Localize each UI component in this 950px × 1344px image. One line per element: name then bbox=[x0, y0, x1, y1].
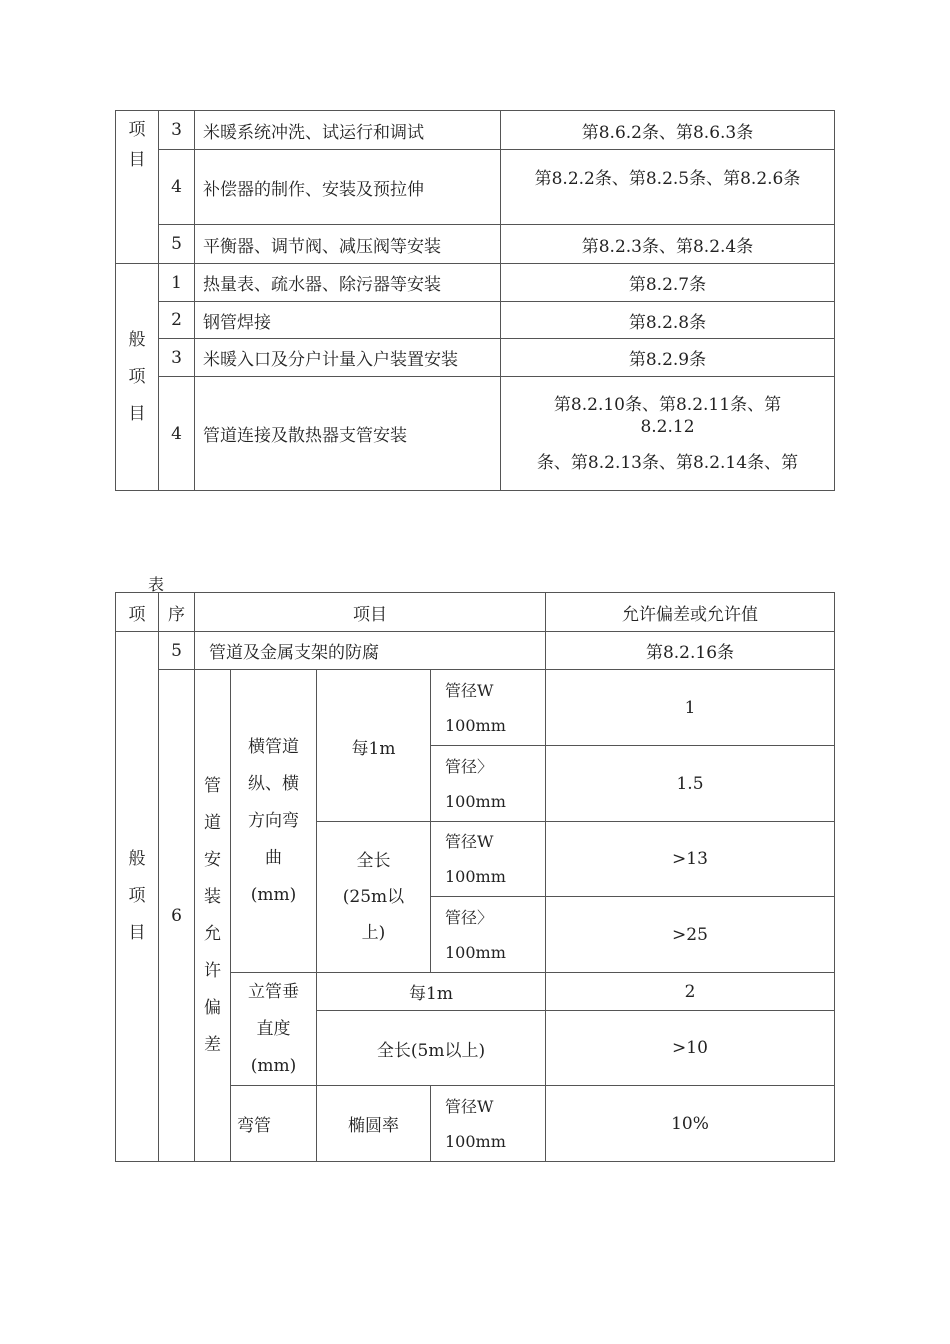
row-ref: 第8.2.9条 bbox=[501, 339, 835, 377]
row-item: 管道及金属支架的防腐 bbox=[195, 632, 546, 670]
row-ref: 第8.2.2条、第8.2.5条、第8.2.6条 bbox=[501, 150, 835, 225]
header-col2: 序 bbox=[159, 593, 195, 632]
row-item: 米暖系统冲洗、试运行和调试 bbox=[195, 111, 501, 150]
value-6: >10 bbox=[546, 1011, 835, 1086]
value-2: 1.5 bbox=[546, 746, 835, 822]
row-item: 平衡器、调节阀、减压阀等安装 bbox=[195, 225, 501, 264]
row-number: 4 bbox=[159, 150, 195, 225]
per-meter-label: 每1m bbox=[317, 670, 431, 822]
row-number: 6 bbox=[159, 670, 195, 1162]
value-7: 10% bbox=[546, 1086, 835, 1162]
vertical-full-length: 全长(5m以上) bbox=[317, 1011, 546, 1086]
row-ref: 第8.2.16条 bbox=[546, 632, 835, 670]
value-4: >25 bbox=[546, 897, 835, 973]
row-item: 热量表、疏水器、除污器等安装 bbox=[195, 264, 501, 302]
diameter-le-100: 管径W 100mm bbox=[431, 670, 546, 746]
value-5: 2 bbox=[546, 973, 835, 1011]
group-label-general: 般 项 目 bbox=[116, 632, 159, 1162]
row-number: 3 bbox=[159, 339, 195, 377]
row-item: 管道连接及散热器支管安装 bbox=[195, 377, 501, 491]
vertical-per-meter: 每1m bbox=[317, 973, 546, 1011]
table-caption: 表 bbox=[148, 575, 165, 594]
row-number: 4 bbox=[159, 377, 195, 491]
row-item: 补偿器的制作、安装及预拉伸 bbox=[195, 150, 501, 225]
header-col4: 允许偏差或允许值 bbox=[546, 593, 835, 632]
install-tolerance-label: 管 道 安 装 允 许 偏 差 bbox=[195, 670, 231, 1162]
diameter-gt-100: 管径〉 100mm bbox=[431, 746, 546, 822]
row-number: 5 bbox=[159, 225, 195, 264]
table-inspection-items bbox=[115, 110, 835, 491]
group-label-main: 项 目 bbox=[116, 111, 159, 264]
header-col1: 项 bbox=[116, 593, 159, 632]
row-item: 米暖入口及分户计量入户装置安装 bbox=[195, 339, 501, 377]
value-3: >13 bbox=[546, 822, 835, 897]
row-ref: 第8.2.7条 bbox=[501, 264, 835, 302]
header-col3: 项目 bbox=[195, 593, 546, 632]
row-ref: 第8.2.3条、第8.2.4条 bbox=[501, 225, 835, 264]
row-number: 5 bbox=[159, 632, 195, 670]
row-number: 2 bbox=[159, 302, 195, 339]
table-tolerances bbox=[115, 592, 835, 1162]
row-ref: 第8.6.2条、第8.6.3条 bbox=[501, 111, 835, 150]
diameter-le-100: 管径W 100mm bbox=[431, 822, 546, 897]
row-item: 钢管焊接 bbox=[195, 302, 501, 339]
value-1: 1 bbox=[546, 670, 835, 746]
horizontal-bend-label: 横管道 纵、横 方向弯 曲 (mm) bbox=[231, 670, 317, 973]
bend-label: 弯管 bbox=[231, 1086, 317, 1162]
diameter-gt-100: 管径〉 100mm bbox=[431, 897, 546, 973]
bend-diameter: 管径W 100mm bbox=[431, 1086, 546, 1162]
row-number: 3 bbox=[159, 111, 195, 150]
row-ref: 第8.2.10条、第8.2.11条、第 8.2.12 条、第8.2.13条、第8.2.14条、第 bbox=[501, 377, 835, 491]
vertical-plumb-label: 立管垂 直度 (mm) bbox=[231, 973, 317, 1086]
ovality-label: 椭圆率 bbox=[317, 1086, 431, 1162]
group-label-general: 般 项 目 bbox=[116, 264, 159, 491]
full-length-label: 全长 (25m以 上) bbox=[317, 822, 431, 973]
row-number: 1 bbox=[159, 264, 195, 302]
row-ref: 第8.2.8条 bbox=[501, 302, 835, 339]
